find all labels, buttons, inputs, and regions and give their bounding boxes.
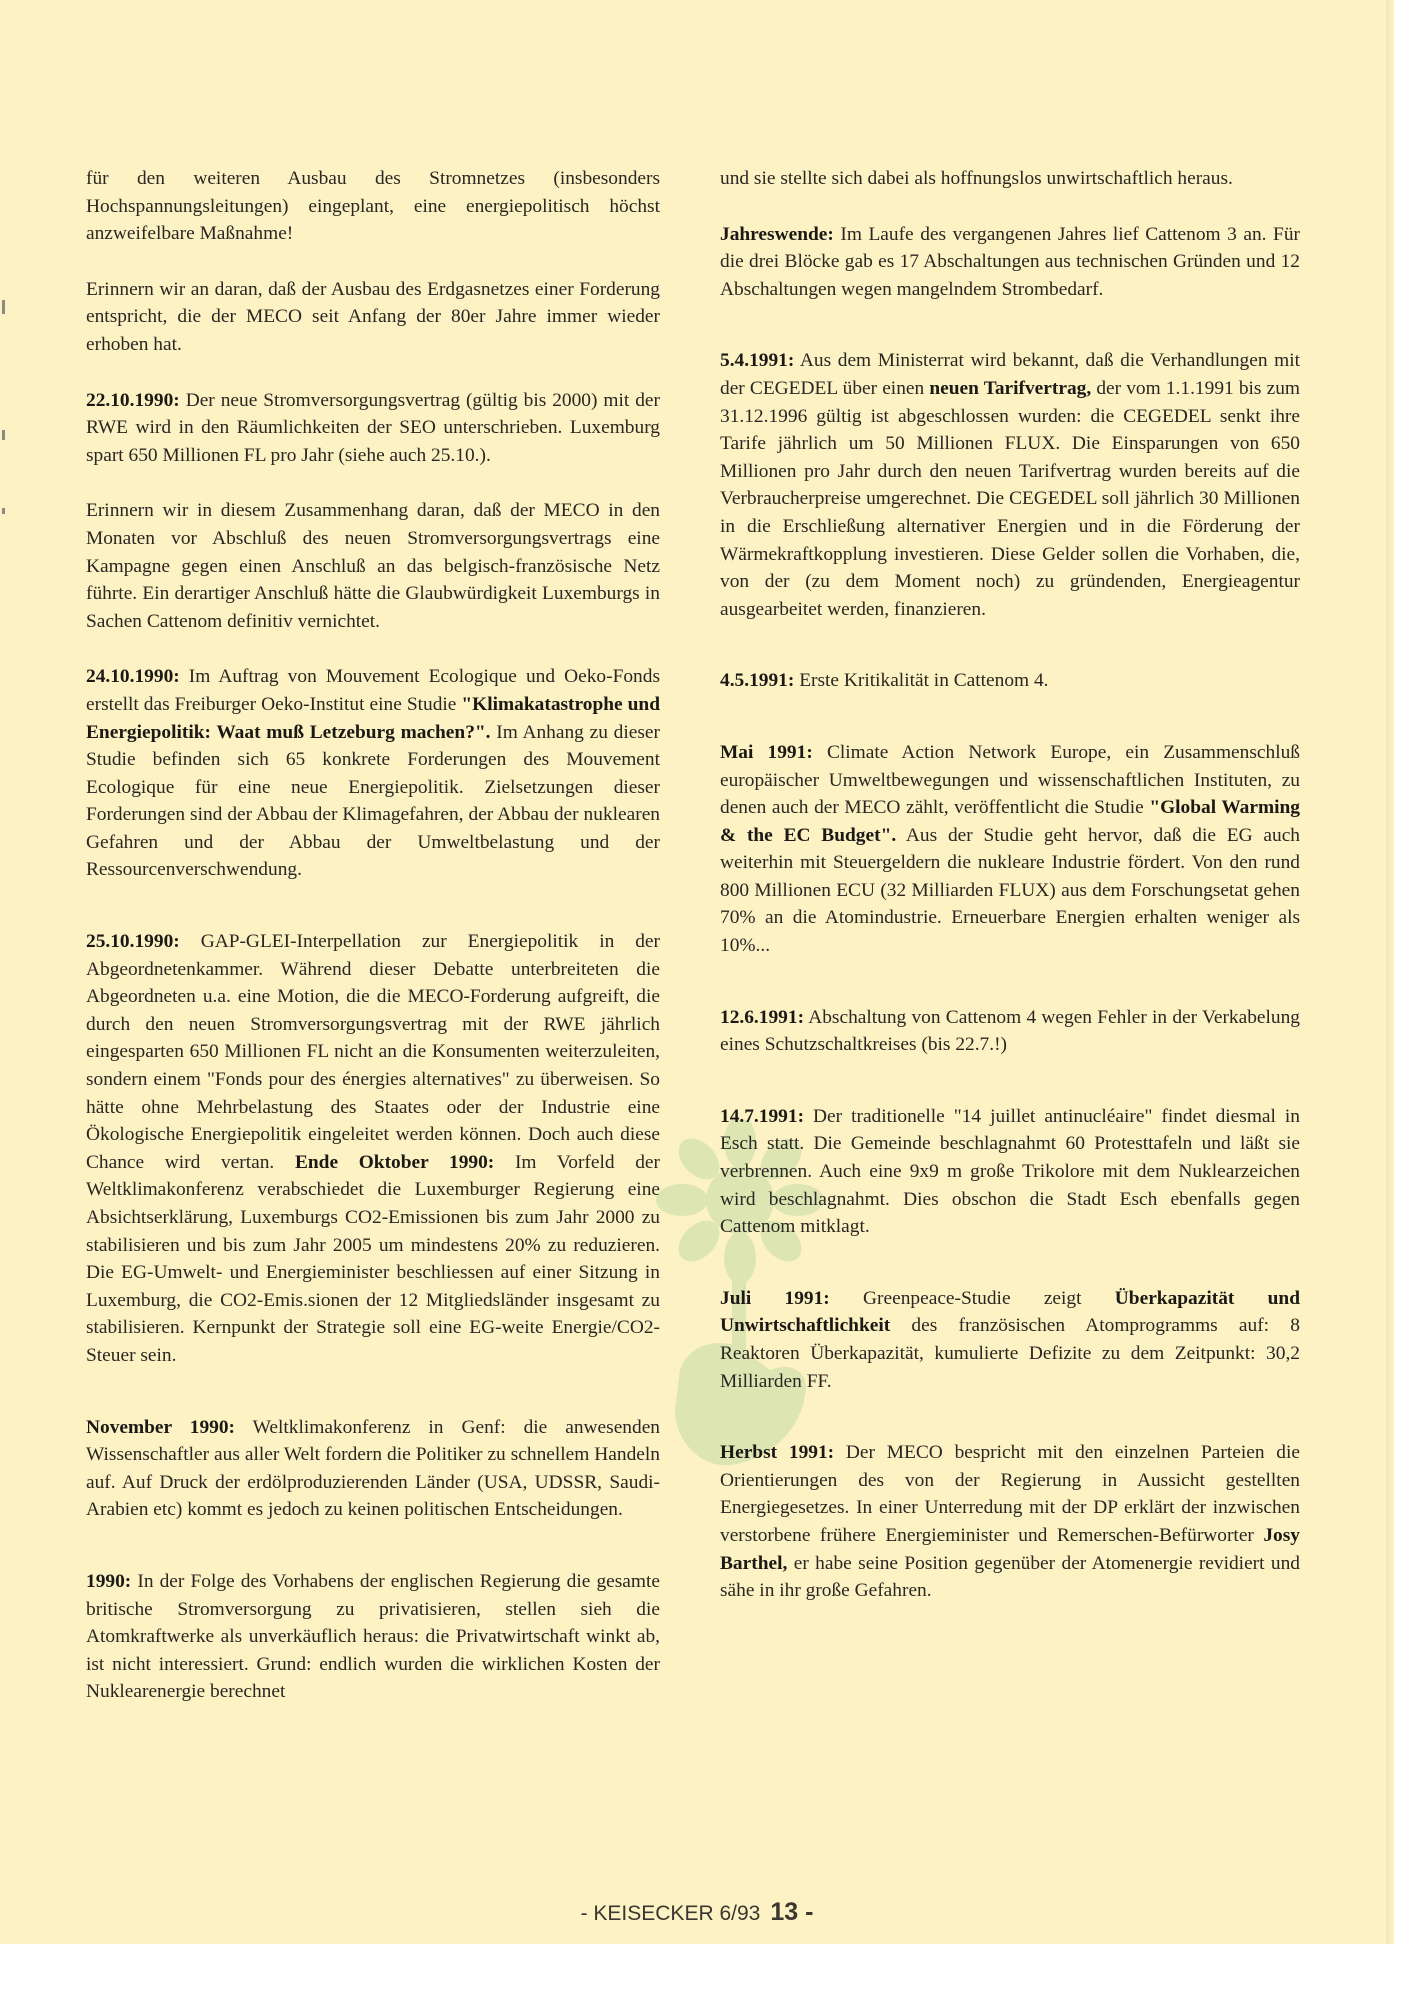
scan-mark	[2, 300, 5, 314]
entry-text: des französischen Atomprogramms auf: 8 Reaktoren Überkapazität, kumulierte Defizite zu dem Zeitpunkt: 30,2 Milliarden FF.	[720, 1315, 1300, 1392]
chronicle-entry	[720, 739, 1300, 960]
scan-mark	[2, 508, 5, 514]
chronicle-entry	[720, 1103, 1300, 1241]
entry-date: 14.7.1991:	[720, 1105, 805, 1127]
entry-date: November 1990:	[86, 1416, 236, 1438]
chronicle-entry	[720, 1285, 1300, 1395]
entry-date: Mai 1991:	[720, 741, 813, 763]
paragraph-text: für den weiteren Ausbau des Stromnetzes (insbesonders Hochspannungsleitungen) eingeplant, eine energiepolitisch höchst anzweifelbare Maßnahme!	[86, 168, 660, 245]
entry-text: Greenpeace-Studie zeigt	[863, 1287, 1082, 1309]
paragraph	[720, 165, 1300, 193]
entry-text: Im Vorfeld der Weltklimakonferenz verabschiedet die Luxemburger Regierung eine Absichtserklärung, Luxemburgs CO2-Emissionen bis zum Jahr 2000 zu stabilisieren und bis zum Jahr 2005 um mindestens 20% zu reduzieren. Die EG-Umwelt- und Energieminister beschliessen auf einer Sitzung in Luxemburg, die CO2-Emis.sionen der 12 Mitgliedsländer insgesamt zu stabilisieren. Kernpunkt der Strategie soll eine EG-weite Energie/CO2-Steuer sein.	[86, 1151, 660, 1366]
left-column	[86, 165, 660, 1734]
chronicle-entry	[720, 1439, 1300, 1605]
chronicle-entry	[720, 667, 1300, 695]
study-title: "Global Warming & the EC Budget".	[720, 797, 1300, 846]
entry-text: der vom 1.1.1991 bis zum 31.12.1996 gültig ist abgeschlossen wurden: die CEGEDEL senkt ihre Tarife jährlich um 50 Millionen FLUX. Die Einsparungen von 650 Millionen pro Jahr durch den neuen Tarifvertrag wurden bereits auf die Verbraucherpreise umgerechnet. Die CEGEDEL soll jährlich 30 Millionen in die Erschließung alternativer Energien und in die Förderung der Wärmekraftkopplung investieren. Diese Gelder sollen die Vorhaben, die, von der (zu dem Moment noch) zu gründenden, Energieagentur ausgearbeitet werden, finanzieren.	[720, 377, 1300, 620]
paragraph-text: Erinnern wir an daran, daß der Ausbau des Erdgasnetzes einer Forderung entspricht, die der MECO seit Anfang der 80er Jahre immer wieder erhoben hat.	[86, 278, 660, 355]
paragraph	[86, 276, 660, 359]
entry-text: Aus der Studie geht hervor, daß die EG auch weiterhin mit Steuergeldern die nukleare Industrie fördert. Von den rund 800 Millionen ECU (32 Milliarden FLUX) aus dem Forschungsetat gehen 70% an die Atomindustrie. Erneuerbare Energien erhalten weniger als 10%...	[720, 824, 1301, 957]
entry-date: 4.5.1991:	[720, 670, 795, 692]
entry-date: 25.10.1990:	[86, 931, 180, 953]
entry-date: 12.6.1991:	[720, 1006, 805, 1028]
paragraph-text: und sie stellte sich dabei als hoffnungslos unwirtschaftlich heraus.	[720, 168, 1233, 189]
entry-date: 22.10.1990:	[86, 389, 180, 411]
publication-name: - KEISECKER 6/93	[580, 1902, 761, 1925]
entry-text: Der neue Stromversorgungsvertrag (gültig bis 2000) mit der RWE wird in den Räumlichkeiten der SEO unterschrieben. Luxemburg spart 650 Millionen FL pro Jahr (siehe auch 25.10.).	[86, 389, 660, 466]
entry-date: 5.4.1991:	[720, 350, 795, 372]
paragraph-text: Erinnern wir in diesem Zusammenhang daran, daß der MECO in den Monaten vor Abschluß des neuen Stromversorgungsvertrags eine Kampagne gegen einen Anschluß an das belgisch-französische Netz führte. Ein derartiger Anschluß hätte die Glaubwürdigkeit Luxemburgs in Sachen Cattenom definitiv vernichtet.	[86, 500, 660, 632]
chronicle-entry	[86, 928, 660, 1370]
scan-mark	[2, 430, 5, 440]
chronicle-entry	[720, 221, 1300, 304]
entry-text: er habe seine Position gegenüber der Atomenergie revidiert und sähe in ihr große Gefahren.	[720, 1552, 1300, 1602]
entry-text: Im Anhang zu dieser Studie befinden sich 65 konkrete Forderungen des Mouvement Ecologique für eine neue Energiepolitik. Zielsetzungen dieser Forderungen sind der Abbau der Klimagefahren, der Abbau der nuklearen Gefahren und der Abbau der Umweltbelastung und der Ressourcenverschwendung.	[86, 721, 660, 881]
highlight: Überkapazität und Unwirtschaftlichkeit	[720, 1287, 1300, 1337]
chronicle-entry	[720, 347, 1300, 623]
highlight: neuen Tarifvertrag,	[929, 377, 1092, 399]
paragraph	[86, 165, 660, 248]
entry-text: Im Auftrag von Mouvement Ecologique und Oeko-Fonds erstellt das Freiburger Oeko-Institut eine Studie	[86, 666, 660, 715]
entry-text: Aus dem Ministerrat wird bekannt, daß die Verhandlungen mit der CEGEDEL über einen	[720, 350, 1301, 399]
entry-text: Abschaltung von Cattenom 4 wegen Fehler in der Verkabelung eines Schutzschaltkreises (bis 22.7.!)	[720, 1006, 1300, 1056]
entry-date: Herbst 1991:	[720, 1442, 835, 1464]
entry-text: Im Laufe des vergangenen Jahres lief Cattenom 3 an. Für die drei Blöcke gab es 17 Abschaltungen aus technischen Gründen und 12 Abschaltungen wegen mangelndem Strombedarf.	[720, 223, 1300, 300]
chronicle-entry	[86, 663, 660, 884]
entry-text: In der Folge des Vorhabens der englischen Regierung die gesamte britische Stromversorgung zu privatisieren, stellen sieh die Atomkraftwerke als unverkäuflich heraus: die Privatwirtschaft winkt ab, ist nicht interessiert. Grund: endlich wurden die wirklichen Kosten der Nuklearenergie berechnet	[86, 1570, 660, 1703]
page-number: 13 -	[770, 1898, 814, 1926]
study-title: "Klimakatastrophe und Energiepolitik: Waat muß Letzeburg machen?".	[86, 693, 660, 743]
chronicle-entry	[86, 1568, 660, 1706]
chronicle-entry	[86, 1414, 660, 1524]
entry-date: 1990:	[86, 1570, 132, 1592]
entry-text: Climate Action Network Europe, ein Zusammenschluß europäischer Umweltbewegungen und wissenschaftlichen Instituten, zu denen auch der MECO zählt, veröffentlicht die Studie	[720, 741, 1300, 819]
entry-text: GAP-GLEI-Interpellation zur Energiepolitik in der Abgeordnetenkammer. Während dieser Debatte unterbreiteten die Abgeordneten u.a. eine Motion, die die MECO-Forderung aufgreift, die durch den neuen Stromversorgungsvertrag mit der RWE jährlich eingesparten 650 Millionen FL nicht an die Konsumenten weiterzuleiten, sondern einem "Fonds pour des énergies alternatives" zu überweisen. So hätte ohne Mehrbelastung des Staates oder der Industrie eine Ökologische Energiepolitik eingeleitet werden können. Doch auch diese Chance wird vertan.	[86, 931, 660, 1173]
entry-text: Der traditionelle "14 juillet antinucléaire" findet diesmal in Esch statt. Die Gemeinde beschlagnahmt 60 Protesttafeln und läßt sie verbrennen. Auch eine 9x9 m große Trikolore mit dem Nuklearzeichen wird beschlagnahmt. Dies obschon die Stadt Esch ebenfalls gegen Cattenom mitklagt.	[720, 1105, 1300, 1238]
entry-date: Juli 1991:	[720, 1287, 830, 1309]
person-name: Josy Barthel,	[720, 1524, 1300, 1574]
entry-text: Der MECO bespricht mit den einzelnen Parteien die Orientierungen des von der Regierung in Aussicht gestellten Energiegesetzes. In einer Unterredung mit der DP erklärt der inzwischen verstorbene frühere Energieminister und Remerschen-Befürworter	[720, 1442, 1300, 1546]
entry-date: 24.10.1990:	[86, 666, 180, 688]
entry-text: Erste Kritikalität in Cattenom 4.	[799, 670, 1049, 692]
page-footer	[0, 1898, 1394, 1927]
chronicle-entry	[86, 387, 660, 470]
entry-date: Jahreswende:	[720, 223, 834, 245]
entry-text: Weltklimakonferenz in Genf: die anwesenden Wissenschaftler aus aller Welt fordern die Politiker zu schnellem Handeln auf. Auf Druck der erdölproduzierenden Länder (USA, UDSSR, Saudi-Arabien etc) kommt es jedoch zu keinen politischen Entscheidungen.	[86, 1416, 661, 1521]
chronicle-entry	[720, 1004, 1300, 1059]
entry-date: Ende Oktober 1990:	[294, 1151, 495, 1173]
paragraph	[86, 497, 660, 635]
right-column	[720, 165, 1300, 1633]
page-spine-shadow	[1386, 0, 1394, 1944]
